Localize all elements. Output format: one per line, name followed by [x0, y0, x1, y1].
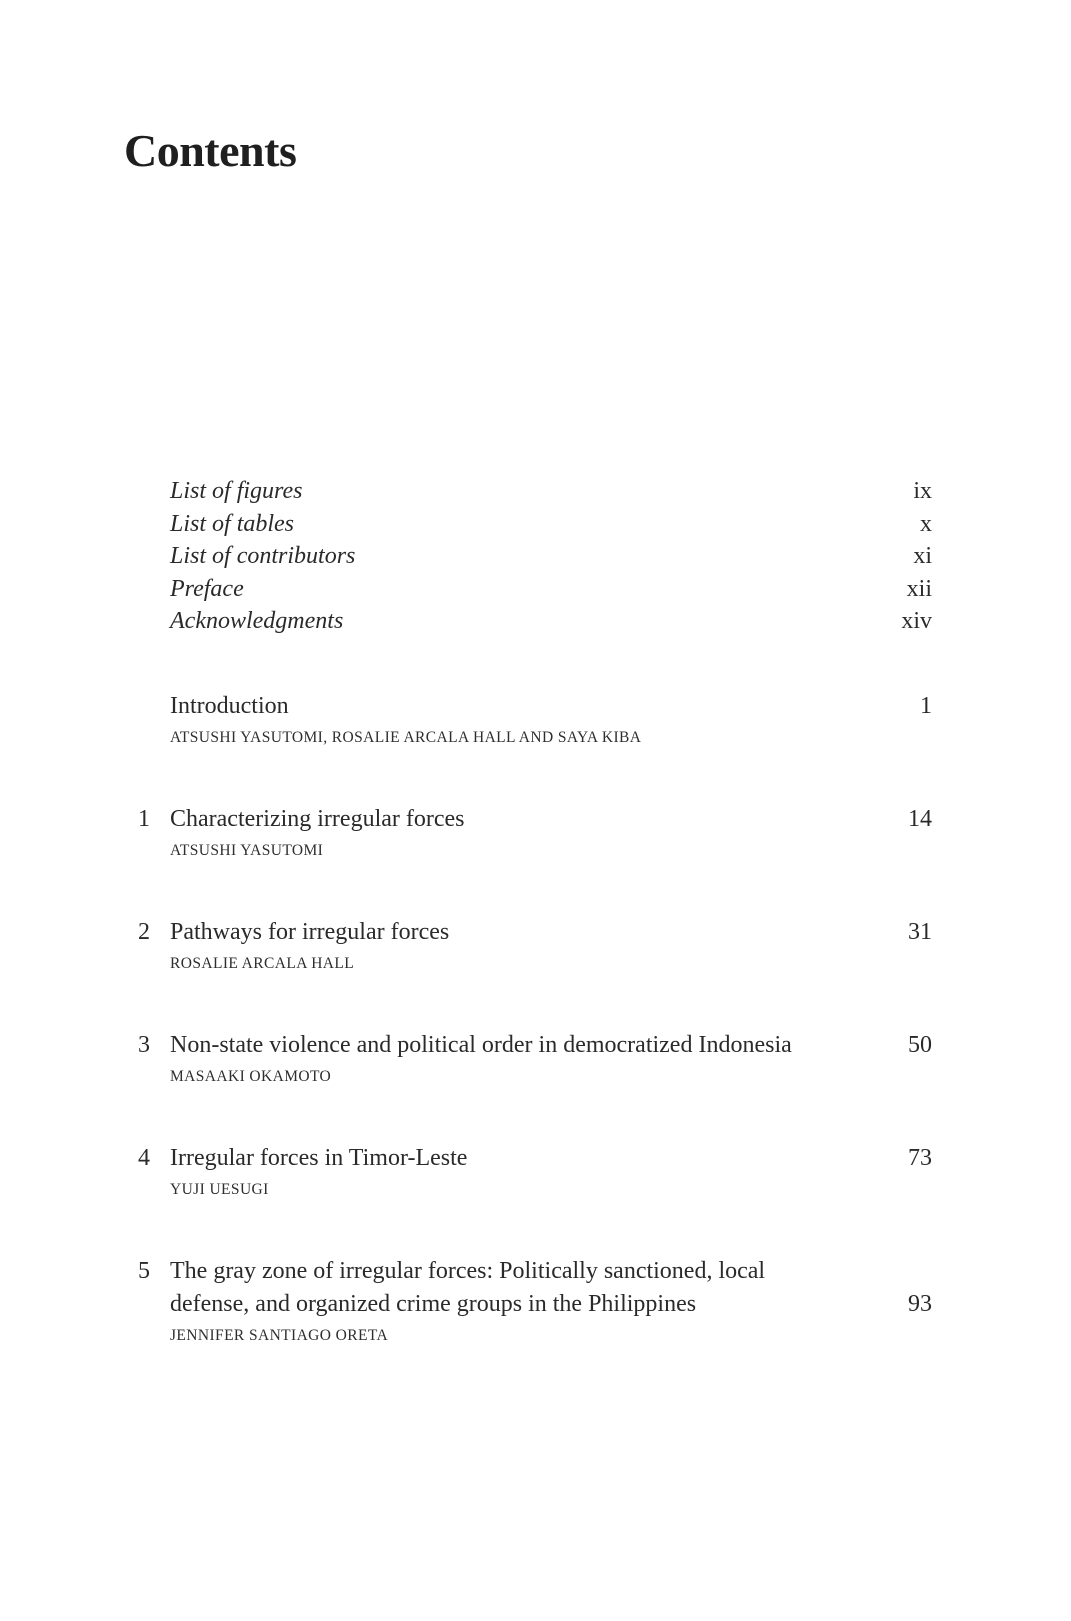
toc-entry-chapter-4[interactable]	[124, 1142, 932, 1199]
chapter-page: 73	[908, 1145, 932, 1171]
chapter-title: The gray zone of irregular forces: Politically sanctioned, local defense, and organized crime groups in the Philippines	[170, 1258, 766, 1317]
front-matter-page: x	[920, 510, 932, 537]
chapter-number: 4	[138, 1145, 150, 1171]
chapter-author: ROSALIE ARCALA HALL	[170, 955, 355, 972]
page-title: Contents	[124, 125, 297, 176]
chapter-page: 50	[908, 1032, 932, 1058]
front-matter-page: xii	[906, 575, 932, 602]
chapter-page: 31	[908, 919, 932, 945]
front-matter-item[interactable]	[170, 511, 932, 544]
chapter-author: ATSUSHI YASUTOMI, ROSALIE ARCALA HALL AND SAYA KIBA	[170, 729, 642, 746]
chapter-page: 93	[908, 1291, 932, 1317]
front-matter-label: List of contributors	[170, 543, 356, 569]
front-matter-item[interactable]	[170, 543, 932, 576]
front-matter-item[interactable]	[170, 608, 932, 641]
chapter-number: 5	[138, 1258, 150, 1284]
front-matter-page: xiv	[901, 608, 932, 634]
chapter-number: 2	[138, 919, 150, 945]
toc-entry-chapter-2[interactable]	[124, 916, 932, 973]
front-matter-label: List of figures	[170, 478, 303, 504]
chapter-page: 14	[908, 806, 932, 832]
toc-entry-chapter-3[interactable]	[124, 1029, 932, 1086]
front-matter-item[interactable]	[170, 478, 932, 511]
chapter-title: Introduction	[170, 693, 289, 719]
chapter-number: 1	[138, 806, 150, 832]
chapter-title: Characterizing irregular forces	[170, 806, 465, 832]
front-matter-list	[170, 478, 932, 641]
chapter-author: MASAAKI OKAMOTO	[170, 1068, 332, 1085]
chapter-author: JENNIFER SANTIAGO ORETA	[170, 1327, 389, 1344]
chapter-title: Irregular forces in Timor-Leste	[170, 1145, 468, 1171]
front-matter-label: Preface	[170, 575, 244, 602]
front-matter-label: Acknowledgments	[170, 608, 344, 634]
front-matter-page: ix	[913, 478, 932, 504]
front-matter-page: xi	[913, 543, 932, 569]
chapter-author: YUJI UESUGI	[170, 1181, 269, 1198]
chapter-page: 1	[920, 693, 932, 719]
front-matter-label: List of tables	[170, 510, 295, 537]
chapter-title: Non-state violence and political order in democratized Indonesia	[170, 1032, 792, 1058]
toc-entry-chapter-1[interactable]	[124, 803, 932, 860]
toc-entry-introduction[interactable]	[124, 690, 932, 747]
chapter-title: Pathways for irregular forces	[170, 919, 450, 945]
front-matter-item[interactable]	[170, 576, 932, 609]
toc-entry-chapter-5[interactable]	[124, 1255, 932, 1345]
chapter-author: ATSUSHI YASUTOMI	[170, 842, 324, 859]
chapter-number: 3	[138, 1032, 150, 1058]
